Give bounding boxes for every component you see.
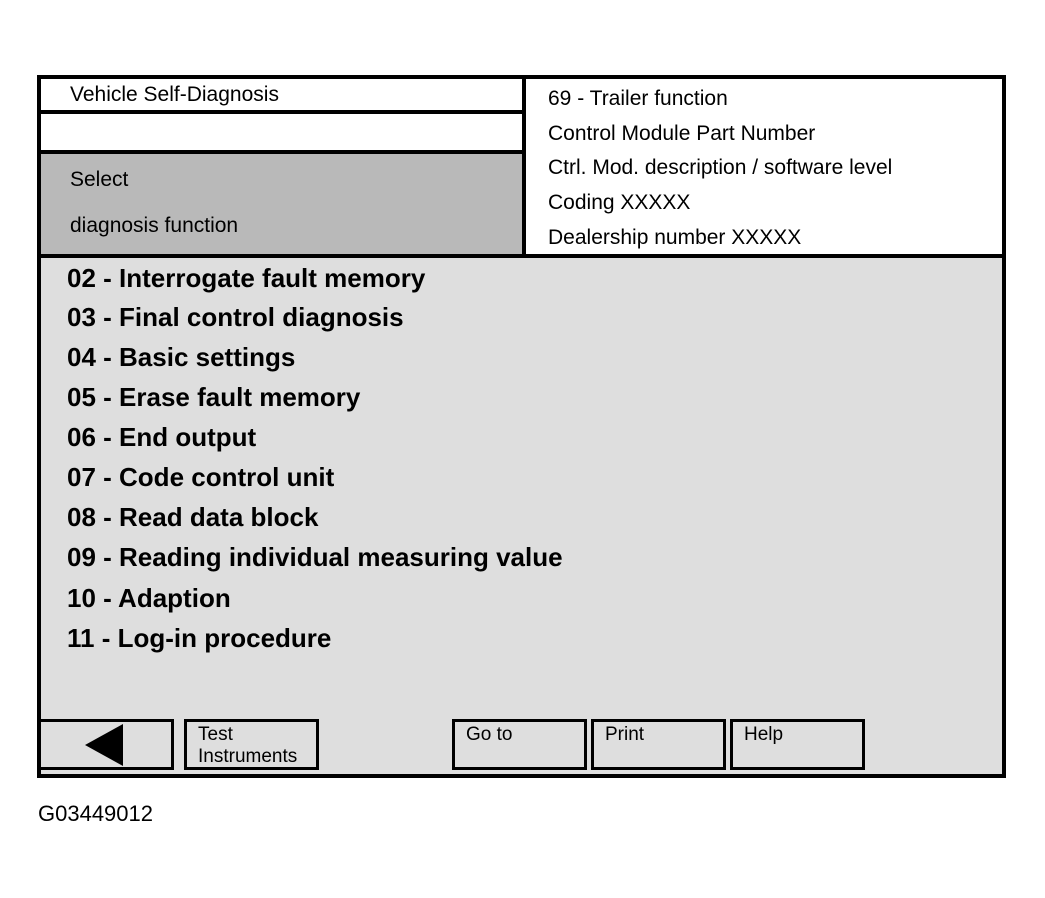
test-instruments-label: [198, 724, 297, 768]
module-address: 69 - Trailer function: [548, 87, 728, 110]
test-instruments-button[interactable]: [184, 719, 319, 770]
instruction-line-1: Select: [70, 168, 129, 191]
instruction-line-2: diagnosis function: [70, 214, 239, 237]
menu-item-basic-settings[interactable]: 04 - Basic settings: [67, 342, 296, 372]
module-coding: Coding XXXXX: [548, 191, 691, 214]
blank-field: [41, 114, 526, 154]
diagnosis-window: [37, 75, 1006, 778]
help-label: Help: [744, 724, 784, 745]
window-title: Vehicle Self-Diagnosis: [70, 83, 279, 106]
menu-item-end-output[interactable]: 06 - End output: [67, 422, 257, 452]
back-button[interactable]: [41, 719, 174, 770]
test-instruments-line-1: Test: [198, 724, 233, 745]
menu-item-read-data-block[interactable]: 08 - Read data block: [67, 502, 319, 532]
left-triangle-icon: [85, 724, 125, 766]
menu-item-log-in-procedure[interactable]: 11 - Log-in procedure: [67, 623, 332, 653]
module-description: Ctrl. Mod. description / software level: [548, 156, 893, 179]
menu-item-final-control-diagnosis[interactable]: 03 - Final control diagnosis: [67, 302, 404, 332]
module-info-panel: [526, 79, 1002, 254]
print-button[interactable]: [591, 719, 726, 770]
function-menu: [41, 254, 1002, 774]
title-box: [41, 79, 526, 114]
dealership-number: Dealership number XXXXX: [548, 226, 802, 249]
go-to-button[interactable]: [452, 719, 587, 770]
test-instruments-line-2: Instruments: [198, 746, 298, 767]
menu-item-interrogate-fault-memory[interactable]: 02 - Interrogate fault memory: [67, 263, 426, 293]
module-part-number: Control Module Part Number: [548, 122, 816, 145]
instruction-box: [41, 154, 526, 254]
menu-item-code-control-unit[interactable]: 07 - Code control unit: [67, 462, 335, 492]
help-button[interactable]: [730, 719, 865, 770]
print-label: Print: [605, 724, 645, 745]
menu-item-erase-fault-memory[interactable]: 05 - Erase fault memory: [67, 382, 361, 412]
menu-item-adaption[interactable]: 10 - Adaption: [67, 583, 231, 613]
figure-id: G03449012: [38, 801, 153, 826]
menu-item-reading-measuring-value[interactable]: 09 - Reading individual measuring value: [67, 542, 563, 572]
go-to-label: Go to: [466, 724, 513, 745]
